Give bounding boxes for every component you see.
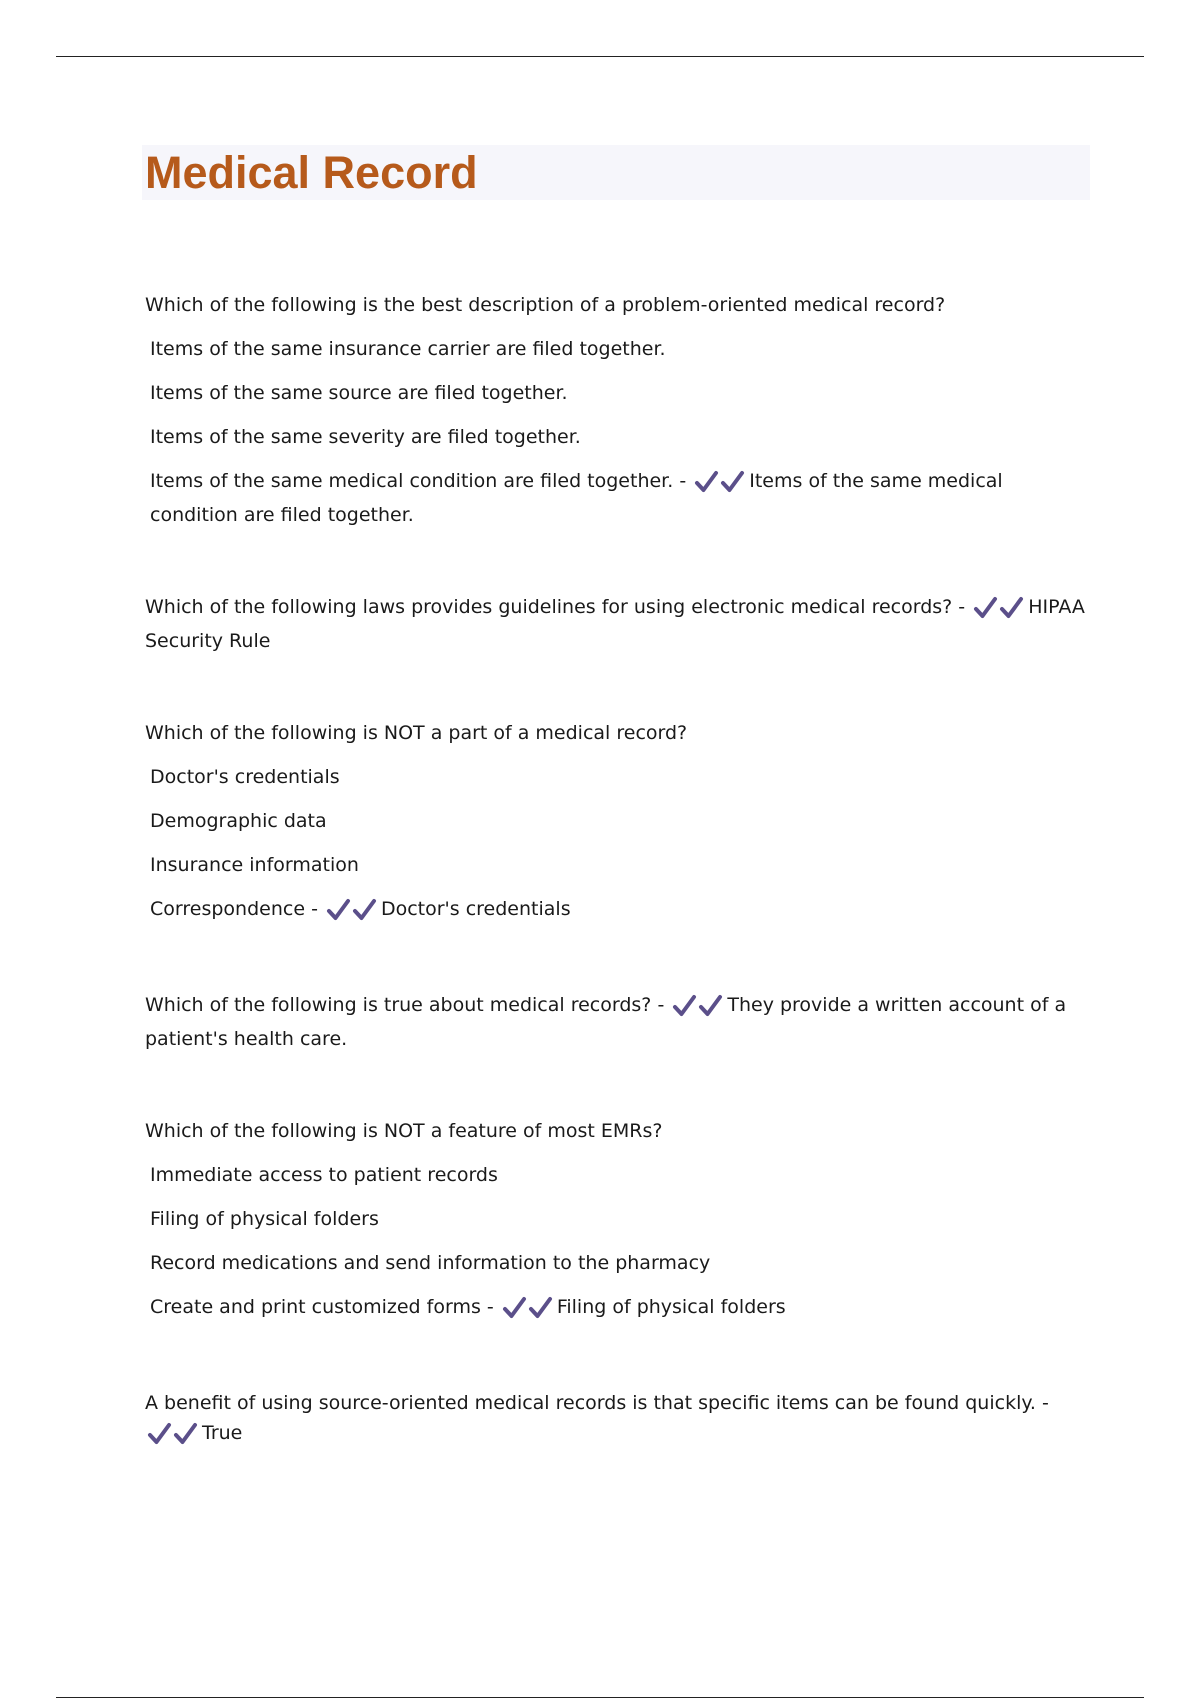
- answer-option: Record medications and send information to the pharmacy: [150, 1252, 711, 1274]
- answer-line: [145, 466, 1090, 530]
- qa-item: [145, 290, 1090, 530]
- question-text: Which of the following is true about medical records?: [145, 994, 652, 1016]
- check-icon: [173, 1422, 199, 1446]
- answer-line: [145, 1292, 1090, 1326]
- question-text: Which of the following is NOT a feature of most EMRs?: [145, 1120, 663, 1142]
- answer-line: [145, 1388, 1090, 1452]
- correct-answer: They provide a written account of a patient's health care.: [145, 994, 1067, 1050]
- check-icon: [326, 898, 352, 922]
- double-check-icon: [672, 994, 724, 1024]
- answer-option: Items of the same severity are filed together.: [150, 426, 581, 448]
- question-text: A benefit of using source-oriented medical records is that specific items can be found quickly.: [145, 1392, 1036, 1414]
- answer-option: Demographic data: [150, 810, 327, 832]
- answer-line: [145, 592, 1090, 656]
- question-text: Which of the following is NOT a part of a medical record?: [145, 722, 688, 744]
- check-icon: [999, 596, 1025, 620]
- answer-line: [145, 990, 1090, 1054]
- double-check-icon: [326, 898, 378, 928]
- answer-option: Items of the same medical condition are filed together.: [150, 470, 674, 492]
- correct-answer: Filing of physical folders: [556, 1296, 786, 1318]
- qa-item: [145, 1388, 1090, 1452]
- correct-answer: Items of the same medical condition are filed together.: [150, 470, 1003, 526]
- qa-list: [145, 290, 1090, 1452]
- qa-item: [145, 1116, 1090, 1326]
- separator: -: [1041, 1392, 1049, 1414]
- answer-option: Filing of physical folders: [150, 1208, 379, 1230]
- check-icon: [147, 1422, 173, 1446]
- check-icon: [672, 994, 698, 1018]
- answer-option: Insurance information: [150, 854, 359, 876]
- separator: -: [486, 1296, 494, 1318]
- double-check-icon: [502, 1296, 554, 1326]
- check-icon: [698, 994, 724, 1018]
- double-check-icon: [694, 470, 746, 500]
- double-check-icon: [973, 596, 1025, 626]
- check-icon: [694, 470, 720, 494]
- check-icon: [502, 1296, 528, 1320]
- correct-answer: Doctor's credentials: [380, 898, 571, 920]
- separator: -: [311, 898, 318, 920]
- top-rule: [56, 56, 1144, 57]
- qa-item: [145, 718, 1090, 928]
- check-icon: [352, 898, 378, 922]
- question-text: Which of the following laws provides guidelines for using electronic medical records?: [145, 596, 953, 618]
- answer-line: [145, 894, 1090, 928]
- answer-option: Doctor's credentials: [150, 766, 340, 788]
- check-icon: [528, 1296, 554, 1320]
- check-icon: [973, 596, 999, 620]
- separator: -: [657, 994, 665, 1016]
- answer-option: Immediate access to patient records: [150, 1164, 498, 1186]
- bottom-rule: [56, 1697, 1144, 1698]
- qa-item: [145, 592, 1090, 656]
- correct-answer: True: [202, 1422, 243, 1444]
- check-icon: [720, 470, 746, 494]
- document-title: Medical Record: [145, 147, 478, 198]
- answer-option: Items of the same insurance carrier are filed together.: [150, 338, 666, 360]
- double-check-icon: [147, 1422, 199, 1452]
- answer-option: Correspondence: [150, 898, 306, 920]
- separator: -: [958, 596, 966, 618]
- separator: -: [679, 470, 687, 492]
- answer-option: Items of the same source are filed together.: [150, 382, 568, 404]
- qa-item: [145, 990, 1090, 1054]
- correct-answer: HIPAA Security Rule: [145, 596, 1085, 652]
- question-text: Which of the following is the best description of a problem-oriented medical record?: [145, 294, 946, 316]
- answer-option: Create and print customized forms: [150, 1296, 481, 1318]
